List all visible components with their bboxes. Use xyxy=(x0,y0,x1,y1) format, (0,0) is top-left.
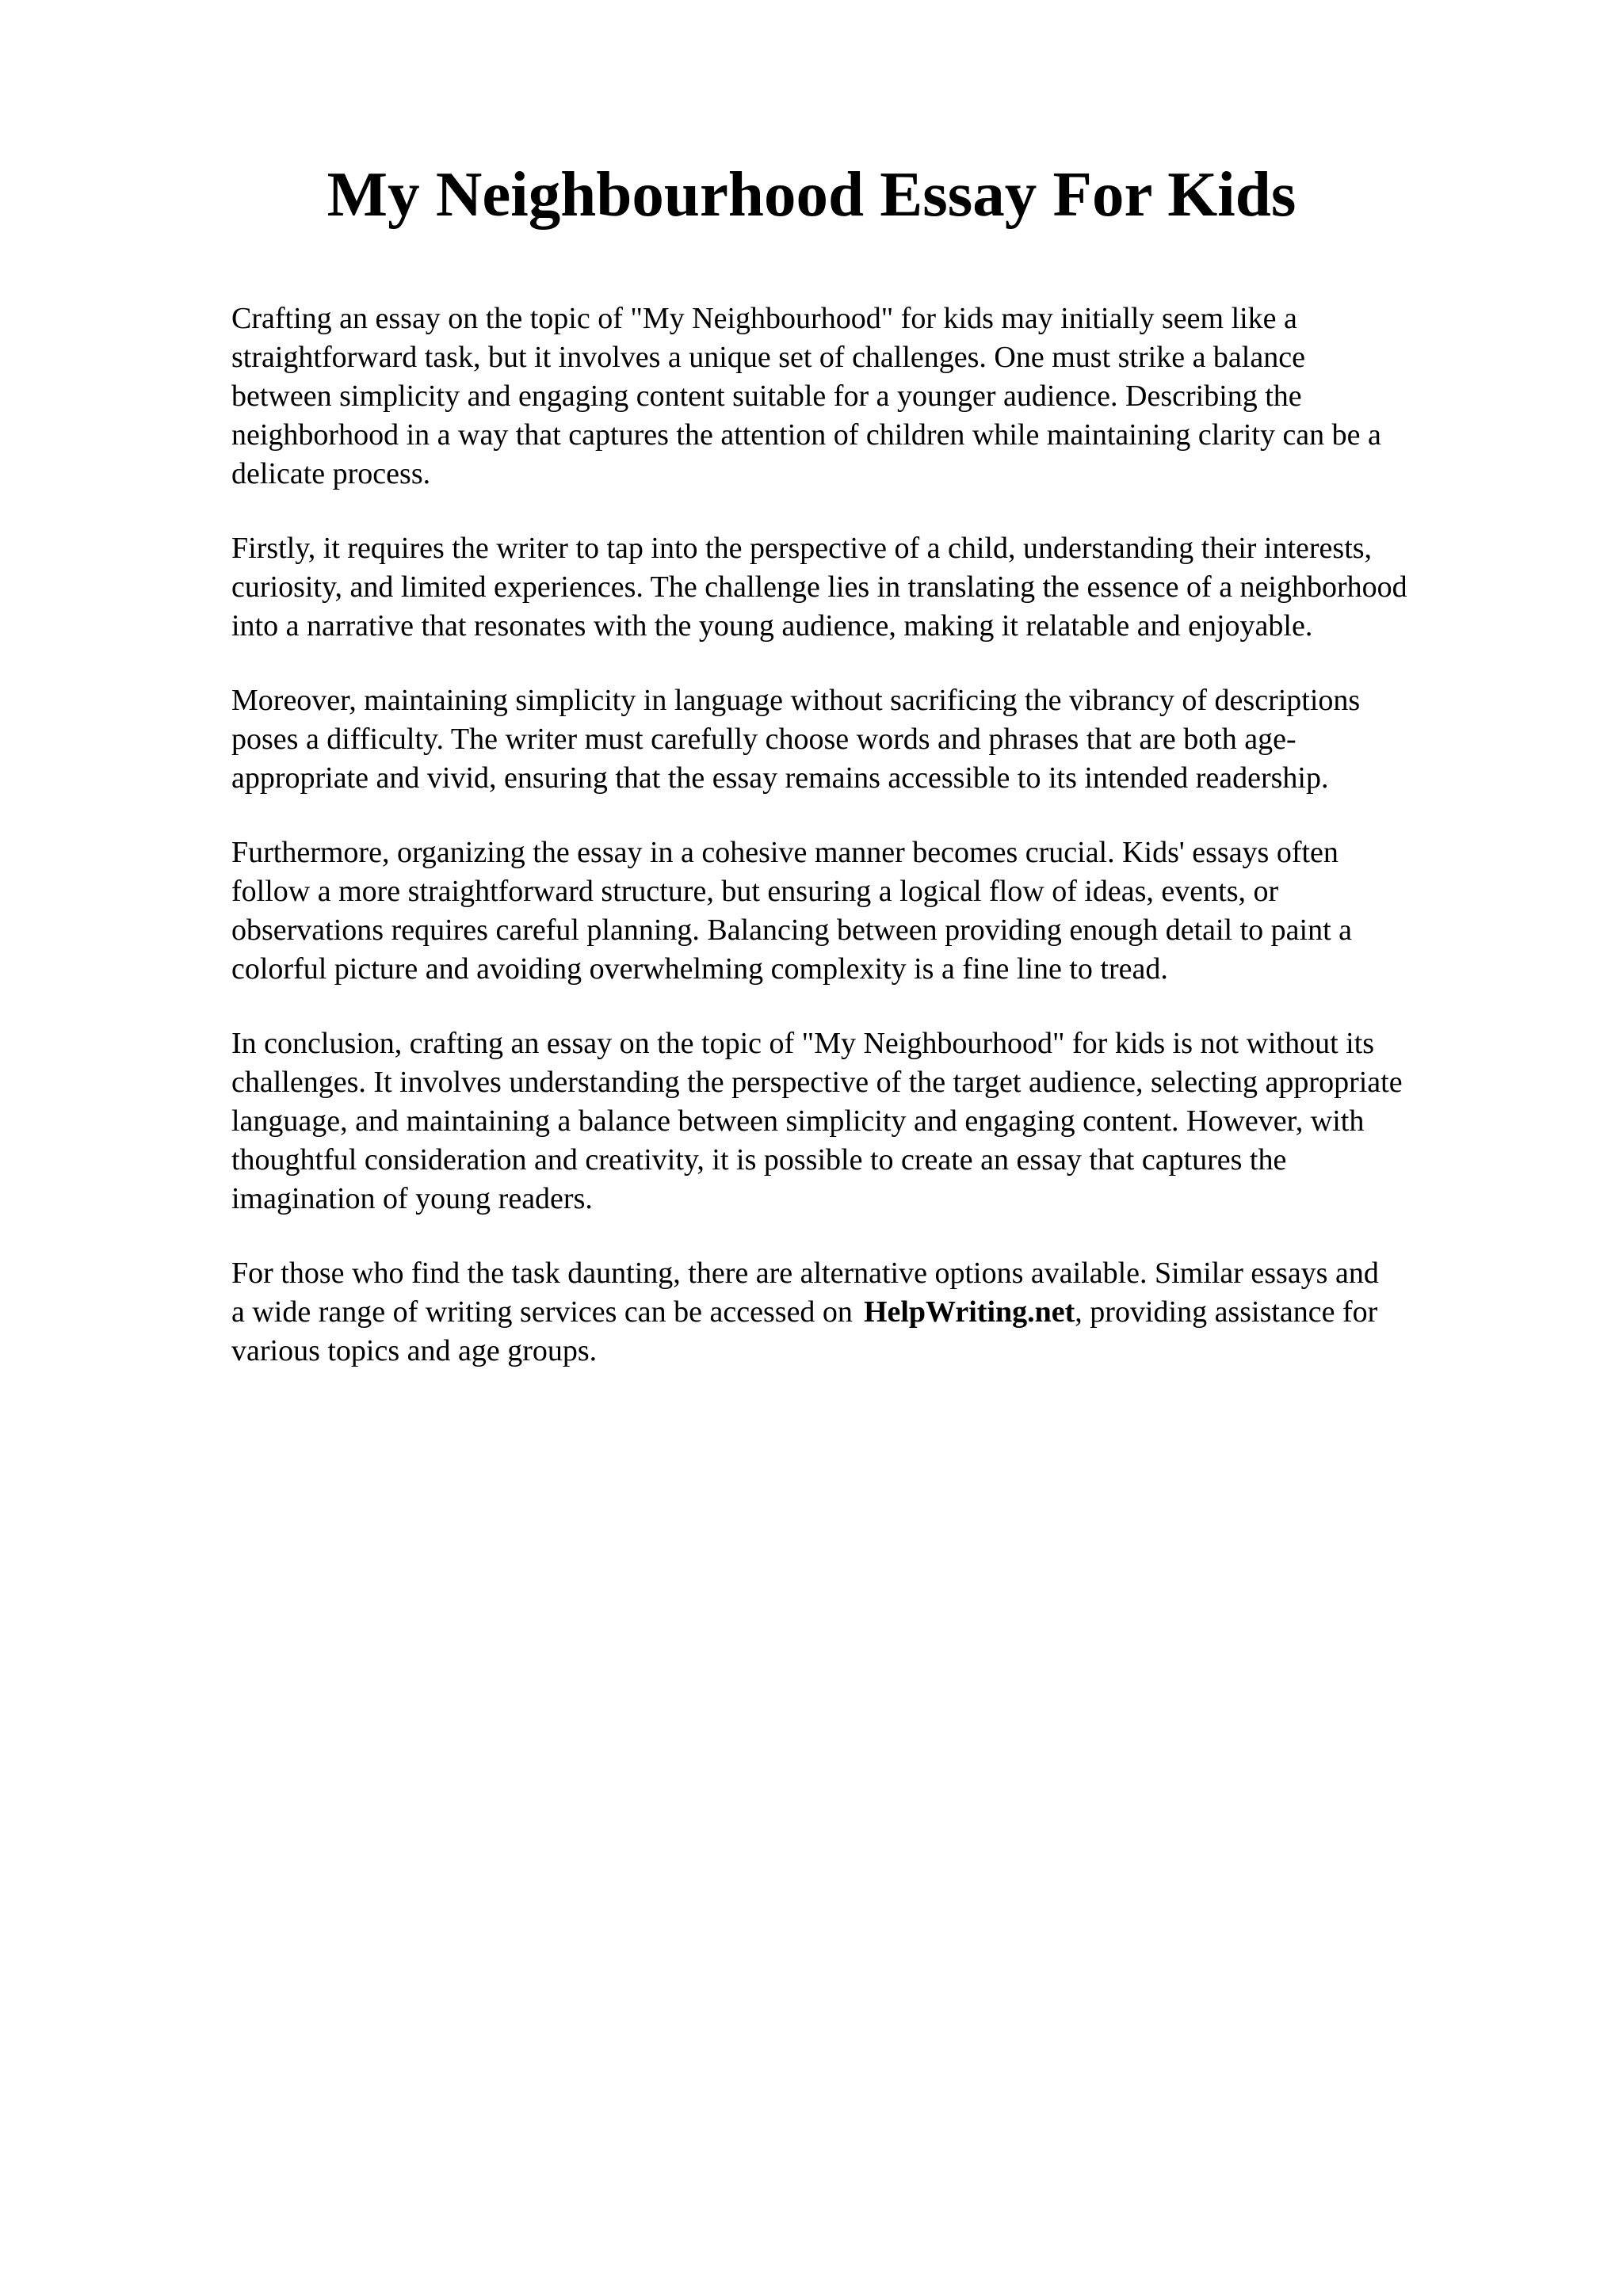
text-line: between simplicity and engaging content suitable for a younger audience. Describing the xyxy=(231,379,1302,413)
text-line: challenges. It involves understanding the perspective of the target audience, selecting appropriate xyxy=(231,1066,1403,1099)
text-line: language, and maintaining a balance between simplicity and engaging content. However, with xyxy=(231,1104,1365,1138)
text-line: Crafting an essay on the topic of "My Neighbourhood" for kids may initially seem like a xyxy=(231,302,1297,335)
text-line: For those who find the task daunting, there are alternative options available. Similar essays and xyxy=(231,1257,1379,1290)
text-line: into a narrative that resonates with the young audience, making it relatable and enjoyable. xyxy=(231,609,1313,643)
text-line: curiosity, and limited experiences. The challenge lies in translating the essence of a neighborhood xyxy=(231,570,1407,604)
paragraph-1 xyxy=(231,299,1610,494)
helpwriting-link[interactable]: HelpWriting.net xyxy=(863,1295,1075,1329)
text-line: colorful picture and avoiding overwhelming complexity is a fine line to tread. xyxy=(231,952,1168,986)
paragraph-5 xyxy=(231,1024,1610,1219)
text-line: Furthermore, organizing the essay in a cohesive manner becomes crucial. Kids' essays often xyxy=(231,836,1338,869)
text-line: Moreover, maintaining simplicity in language without sacrificing the vibrancy of descriptions xyxy=(231,684,1361,717)
text-line-with-link xyxy=(231,1293,1610,1332)
text-line: appropriate and vivid, ensuring that the essay remains accessible to its intended readership. xyxy=(231,761,1329,795)
essay-body xyxy=(231,299,1610,1406)
text-line: delicate process. xyxy=(231,457,431,490)
text-line: Firstly, it requires the writer to tap into the perspective of a child, understanding their interests, xyxy=(231,532,1373,565)
text-segment: a wide range of writing services can be accessed on xyxy=(231,1295,853,1329)
text-line: neighborhood in a way that captures the attention of children while maintaining clarity can be a xyxy=(231,418,1381,452)
page-title: My Neighbourhood Essay For Kids xyxy=(327,158,1296,230)
paragraph-3 xyxy=(231,681,1610,798)
text-line: imagination of young readers. xyxy=(231,1182,593,1215)
text-line: poses a difficulty. The writer must carefully choose words and phrases that are both age- xyxy=(231,723,1296,756)
paragraph-2 xyxy=(231,529,1610,646)
text-line: In conclusion, crafting an essay on the topic of "My Neighbourhood" for kids is not without its xyxy=(231,1027,1375,1060)
text-line: follow a more straightforward structure, but ensuring a logical flow of ideas, events, or xyxy=(231,875,1279,908)
text-line: thoughtful consideration and creativity, it is possible to create an essay that captures the xyxy=(231,1143,1287,1177)
paragraph-closing xyxy=(231,1254,1610,1371)
text-line: observations requires careful planning. Balancing between providing enough detail to paint a xyxy=(231,913,1353,947)
text-segment: , providing assistance for xyxy=(1075,1295,1378,1329)
text-line: straightforward task, but it involves a unique set of challenges. One must strike a balance xyxy=(231,341,1305,374)
paragraph-4 xyxy=(231,833,1610,989)
text-line: various topics and age groups. xyxy=(231,1334,598,1367)
